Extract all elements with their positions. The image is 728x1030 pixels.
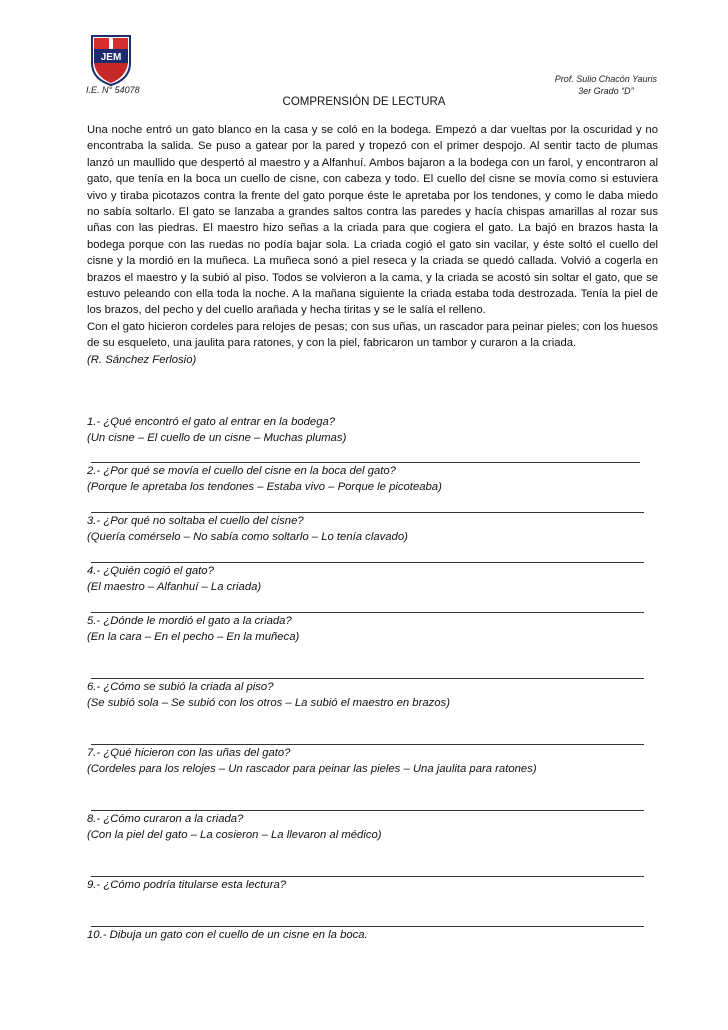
- question-6: [87, 679, 658, 712]
- school-label: I.E. N° 54078: [86, 85, 140, 95]
- question-text: 1.- ¿Qué encontró el gato al entrar en la bodega?: [87, 416, 336, 428]
- question-8: [87, 811, 658, 844]
- question-text: 8.- ¿Cómo curaron a la criada?: [87, 813, 244, 825]
- question-4: [87, 563, 658, 596]
- question-options: (Se subió sola – Se subió con los otros – La subió el maestro en brazos): [87, 697, 450, 710]
- question-text: 4.- ¿Quién cogió el gato?: [87, 565, 214, 577]
- question-options: (Con la piel del gato – La cosieron – La llevaron al médico): [87, 829, 382, 842]
- question-text: 9.- ¿Cómo podría titularse esta lectura?: [87, 879, 287, 891]
- question-text: 10.- Dibuja un gato con el cuello de un cisne en la boca.: [87, 929, 368, 941]
- question-10: [87, 927, 658, 943]
- question-5: [87, 613, 658, 646]
- question-options: (Porque le apretaba los tendones – Estaba vivo – Porque le picoteaba): [87, 481, 442, 494]
- question-2: [87, 463, 658, 496]
- question-7: [87, 745, 658, 778]
- question-options: (Cordeles para los relojes – Un rascador para peinar las pieles – Una jaulita para ratones): [87, 763, 537, 776]
- school-logo: [88, 33, 134, 87]
- question-options: (Un cisne – El cuello de un cisne – Muchas plumas): [87, 432, 347, 445]
- question-options: (En la cara – En el pecho – En la muñeca): [87, 631, 300, 644]
- question-text: 5.- ¿Dónde le mordió el gato a la criada?: [87, 615, 292, 627]
- question-text: 2.- ¿Por qué se movía el cuello del cisne en la boca del gato?: [87, 465, 396, 477]
- question-9: [87, 877, 658, 893]
- question-3: [87, 513, 658, 546]
- question-text: 3.- ¿Por qué no soltaba el cuello del cisne?: [87, 515, 304, 527]
- grade-label: 3er Grado “D”: [578, 86, 634, 96]
- question-1: [87, 414, 658, 447]
- logo-text: JEM: [100, 52, 122, 63]
- question-options: (El maestro – Alfanhuí – La criada): [87, 581, 262, 594]
- question-options: (Quería comérselo – No sabía como soltarlo – Lo tenía clavado): [87, 531, 408, 544]
- reading-passage: [87, 122, 658, 368]
- teacher-block: [555, 73, 657, 97]
- teacher-name: Prof. Sulio Chacón Yauris: [554, 74, 657, 84]
- question-text: 6.- ¿Cómo se subió la criada al piso?: [87, 681, 274, 693]
- passage-paragraph-1: Una noche entró un gato blanco en la casa y se coló en la bodega. Empezó a dar vueltas por la oscuridad y no encontraba la salida. Se puso a gatear por la pared y tropezó con el primer despojo. Al sentir tacto de plumas lanzó un maullido que despertó al maestro y a Alfanhuí. Ambos bajaron a la bodega con un farol, y encontraron al gato, que tenía en la boca un cuello de cisne, con cabeza y todo. El cuello del cisne se movía como si estuviera vivo y tiraba picotazos contra la frente del gato porque éste le apretaba por los tendones, y como le daba miedo no sabía soltarlo. El gato se lanzaba a grandes saltos contra las paredes y hacía chispas amarillas al rozar sus uñas con las piedras. El maestro hizo señas a la criada para que cogiera el gato. La bajó en brazos hasta la bodega porque con las ruedas no podía bajar sola. La criada cogió el gato sin vacilar, y éste soltó el cuello del cisne y la mordió en la muñeca. La muñeca sonó a piel reseca y la criada se quedó callada. Volvió a cogerla en brazos el maestro y la subió al piso. Todos se volvieron a la cama, y la criada se acostó sin soltar el gato, que se estuvo peleando con ella toda la noche. A la mañana siguiente la criada estaba toda destrozada. Tenía la piel de los brazos, del pecho y del cuello arañada y hecha tiritas y se le salía el relleno.: [87, 124, 658, 317]
- passage-paragraph-2: Con el gato hicieron cordeles para relojes de pesas; con sus uñas, un rascador para peinar pieles; con los huesos de su esqueleto, una jaulita para ratones, y con la piel, fabricaron un tambor y curaron a la criada.: [87, 320, 658, 350]
- question-text: 7.- ¿Qué hicieron con las uñas del gato?: [87, 747, 291, 759]
- passage-author: (R. Sánchez Ferlosio): [87, 353, 197, 366]
- page-title: COMPRENSIÓN DE LECTURA: [282, 96, 446, 108]
